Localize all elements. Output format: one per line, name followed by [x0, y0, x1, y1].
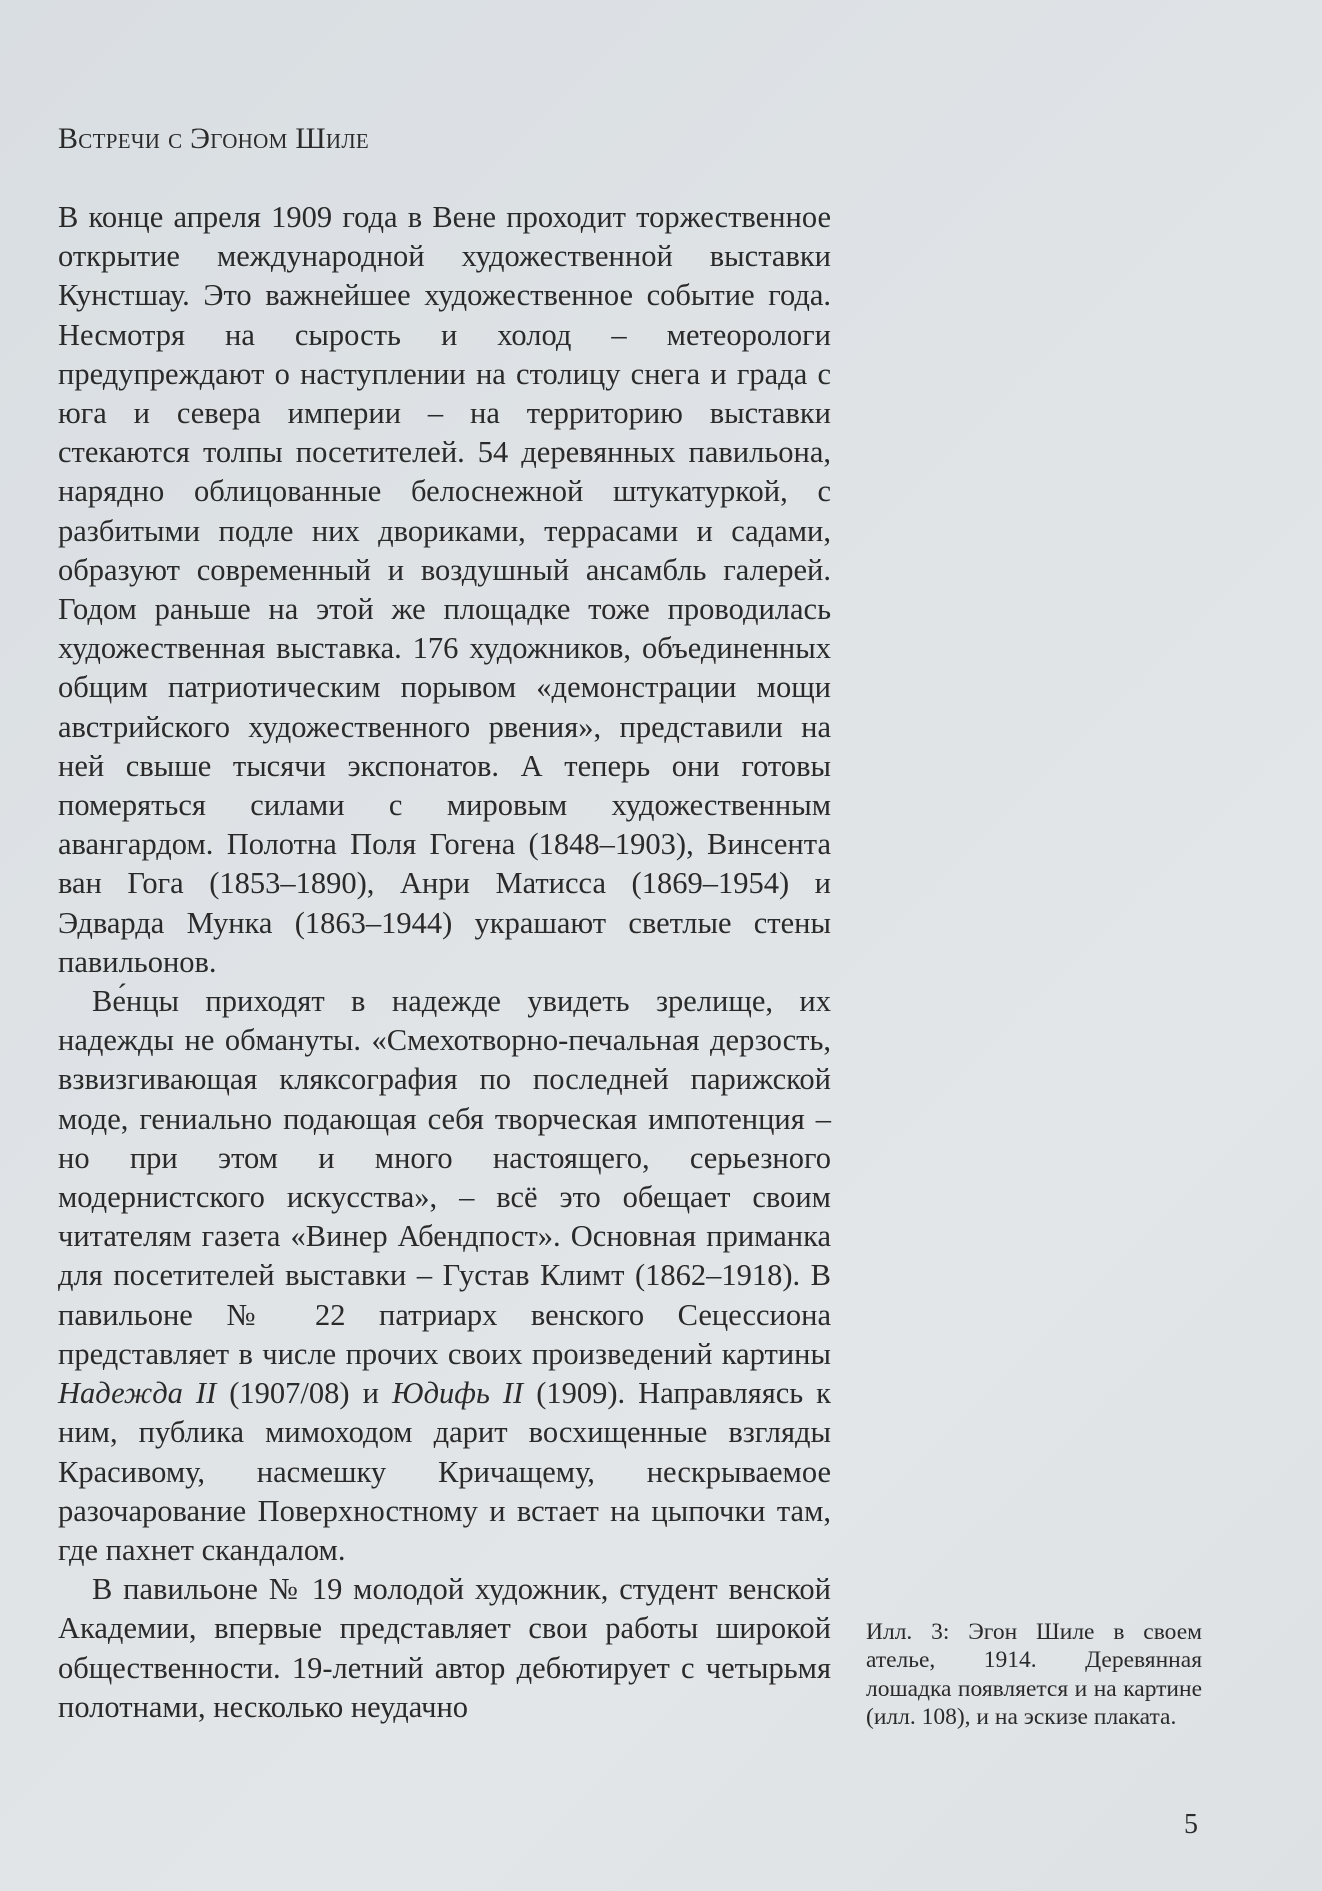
paragraph-3: В павильоне № 19 молодой художник, студент венской Академии, впервые представляет свои работы широкой общественности. 19-летний автор дебютирует с четырьмя полотнами, несколько неудачно	[58, 1572, 831, 1724]
paragraph-2-part-2: (1907/08) и	[216, 1376, 392, 1411]
illustration-caption: Илл. 3: Эгон Шиле в своем ателье, 1914. Деревянная лошадка появляется и на картине (илл. 108), и на эскизе плаката.	[866, 1619, 1202, 1731]
main-text-column	[58, 198, 831, 1727]
artwork-title-hope-ii: Надежда II	[58, 1376, 217, 1411]
paragraph-2-part-1: Ве́нцы приходят в надежде увидеть зрелище, их надежды не обмануты. «Смехотворно-печальная дерзость, взвизгивающая кляксография по последней парижской моде, гениально подающая себя творческая импотенция – но при этом и много настоящего, серьезного модернистского искусства», – всё это обещает своим читателям газета «Винер Абендпост». Основная приманка для посетителей выставки – Густав Климт (1862–1918). В павильоне № 22 патриарх венского Сецессиона представляет в числе прочих своих произведений картины	[58, 984, 831, 1371]
artwork-title-judith-ii: Юдифь II	[391, 1376, 524, 1411]
paragraph-1: В конце апреля 1909 года в Вене проходит торжественное открытие международной художественной выставки Кунстшау. Это важнейшее художественное событие года. Несмотря на сырость и холод – метеорологи предупреждают о наступлении на столицу снега и града с юга и севера империи – на территорию выставки стекаются толпы посетителей. 54 деревянных павильона, нарядно облицованные белоснежной штукатуркой, с разбитыми подле них двориками, террасами и садами, образуют современный и воздушный ансамбль галерей. Годом раньше на этой же площадке тоже проводилась художественная выставка. 176 художников, объединенных общим патриотическим порывом «демонстрации мощи австрийского художественного рвения», представили на ней свыше тысячи экспонатов. А теперь они готовы померяться силами с мировым художественным авангардом. Полотна Поля Гогена (1848–1903), Винсента ван Гога (1853–1890), Анри Матисса (1869–1954) и Эдварда Мунка (1863–1944) украшают светлые стены павильонов.	[58, 200, 831, 979]
chapter-heading: Встречи с Эгоном Шиле	[58, 122, 370, 155]
page-number: 5	[1184, 1809, 1198, 1840]
paragraph-2	[58, 982, 831, 1570]
paragraph-2-part-3: (1909). Направляясь к ним, публика мимоходом дарит восхищенные взгляды Красивому, насмешку Кричащему, нескрываемое разочарование Поверхностному и встает на цыпочки там, где пахнет скандалом.	[58, 1376, 832, 1567]
